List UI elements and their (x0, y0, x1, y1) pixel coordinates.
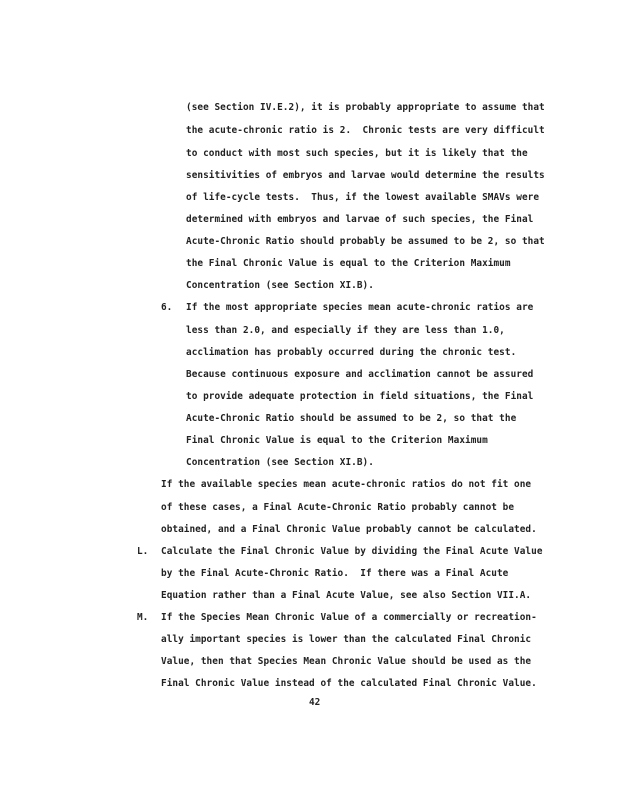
text-line: If the Species Mean Chronic Value of a commercially or recreation- (161, 612, 537, 623)
text-line: Calculate the Final Chronic Value by dividing the Final Acute Value (161, 546, 543, 557)
text-line: sensitivities of embryos and larvae would determine the results (186, 170, 545, 181)
text-line: ally important species is lower than the calculated Final Chronic (161, 634, 532, 645)
text-line: of these cases, a Final Acute-Chronic Ratio probably cannot be (161, 502, 515, 513)
text-line: determined with embryos and larvae of such species, the Final (186, 214, 534, 225)
text-line: Final Chronic Value is equal to the Criterion Maximum (186, 435, 488, 446)
text-line: acclimation has probably occurred during the chronic test. (186, 347, 517, 358)
text-line: Acute-Chronic Ratio should probably be assumed to be 2, so that (186, 236, 545, 247)
page-number: 42 (309, 697, 321, 708)
text-line: Concentration (see Section XI.B). (186, 280, 374, 291)
text-line: by the Final Acute-Chronic Ratio. If there was a Final Acute (161, 568, 509, 579)
text-line: If the available species mean acute-chronic ratios do not fit one (161, 479, 532, 490)
text-line: Equation rather than a Final Acute Value, see also Section VII.A. (161, 590, 532, 601)
text-line: Final Chronic Value instead of the calculated Final Chronic Value. (161, 678, 537, 689)
text-line: less than 2.0, and especially if they are less than 1.0, (186, 325, 505, 336)
text-line: Concentration (see Section XI.B). (186, 457, 374, 468)
text-line: to provide adequate protection in field situations, the Final (186, 391, 534, 402)
text-line: (see Section IV.E.2), it is probably appropriate to assume that (186, 102, 545, 113)
text-line: of life-cycle tests. Thus, if the lowest available SMAVs were (186, 192, 540, 203)
text-line: to conduct with most such species, but it is likely that the (186, 148, 528, 159)
text-line: Because continuous exposure and acclimation cannot be assured (186, 369, 534, 380)
list-marker-M: M. (137, 612, 149, 623)
text-line: the acute-chronic ratio is 2. Chronic tests are very difficult (186, 125, 545, 136)
text-line: obtained, and a Final Chronic Value probably cannot be calculated. (161, 524, 537, 535)
text-line: Value, then that Species Mean Chronic Value should be used as the (161, 656, 532, 667)
list-marker-L: L. (137, 546, 149, 557)
list-marker-6: 6. (161, 302, 173, 313)
text-line: the Final Chronic Value is equal to the Criterion Maximum (186, 258, 511, 269)
text-line: Acute-Chronic Ratio should be assumed to be 2, so that the (186, 413, 517, 424)
text-line: If the most appropriate species mean acute-chronic ratios are (186, 302, 534, 313)
